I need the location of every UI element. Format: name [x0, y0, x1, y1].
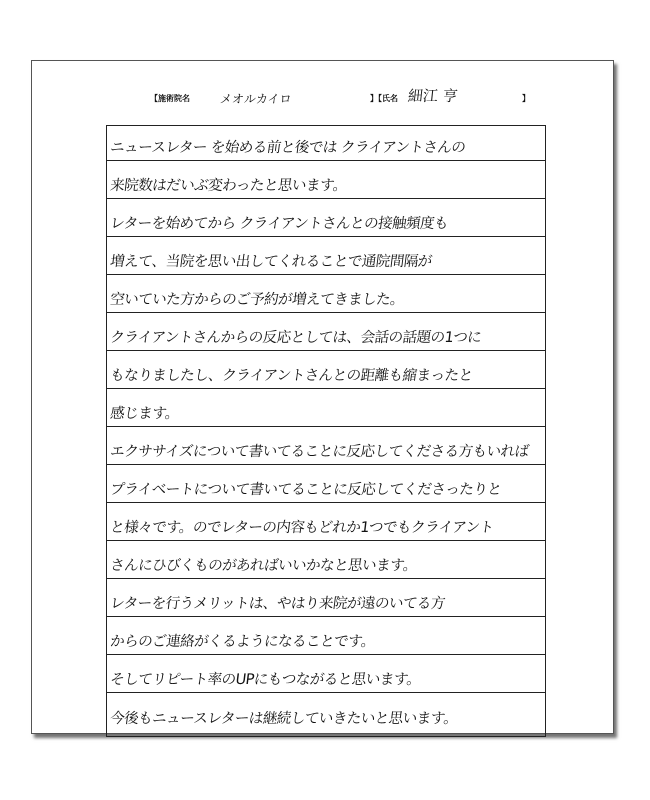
line-text: ニュースレター を始める前と後では クライアントさんの [109, 138, 467, 156]
line-text: クライアントさんからの反応としては、会話の話題の1つに [109, 328, 483, 346]
person-name-label: 】【氏名 [370, 93, 398, 103]
text-line [107, 430, 545, 465]
text-line [107, 544, 545, 579]
line-text: プライベートについて書いてることに反応してくださったりと [109, 480, 503, 498]
handwritten-lined-area [106, 125, 546, 737]
text-line [107, 468, 545, 503]
text-line [107, 126, 545, 161]
line-text: さんにひびくものがあればいいかなと思います。 [109, 556, 418, 574]
text-line [107, 278, 545, 313]
text-line [107, 658, 545, 693]
line-text: そしてリピート率のUPにもつながると思います。 [109, 670, 422, 688]
clinic-name-label: 【施術院名 [150, 93, 190, 103]
text-line [107, 506, 545, 541]
line-text: 今後もニュースレターは継続していきたいと思います。 [109, 709, 459, 727]
line-text: 感じます。 [109, 404, 181, 422]
line-text: 来院数はだいぶ変わったと思います。 [109, 176, 348, 194]
line-text: レターを行うメリットは、やはり来院が遠のいてる方 [109, 594, 446, 612]
line-text: と様々です。のでレターの内容もどれか1つでもクライアント [109, 518, 495, 536]
text-line [107, 164, 545, 199]
text-line [107, 696, 545, 731]
line-text: 空いていた方からのご予約が増えてきました。 [109, 290, 406, 308]
text-line [107, 392, 545, 427]
line-text: エクササイズについて書いてることに反応してくださる方もいれば [109, 442, 530, 460]
line-text: レターを始めてから クライアントさんとの接触頻度も [109, 214, 450, 232]
line-text: からのご連絡がくるようになることです。 [109, 632, 376, 650]
letter-sheet [31, 60, 614, 734]
clinic-name-value: メオルカイロ [219, 92, 293, 106]
text-line [107, 582, 545, 617]
person-name-value: 細江 亨 [407, 87, 459, 105]
line-text: 増えて、当院を思い出してくれることで通院間隔が [109, 252, 433, 270]
text-line [107, 202, 545, 237]
name-closing-bracket: 】 [522, 93, 530, 103]
form-header [150, 85, 550, 111]
text-line [107, 316, 545, 351]
text-line [107, 620, 545, 655]
line-text: もなりましたし、クライアントさんとの距離も縮まったと [109, 366, 474, 384]
text-line [107, 240, 545, 275]
text-line [107, 354, 545, 389]
